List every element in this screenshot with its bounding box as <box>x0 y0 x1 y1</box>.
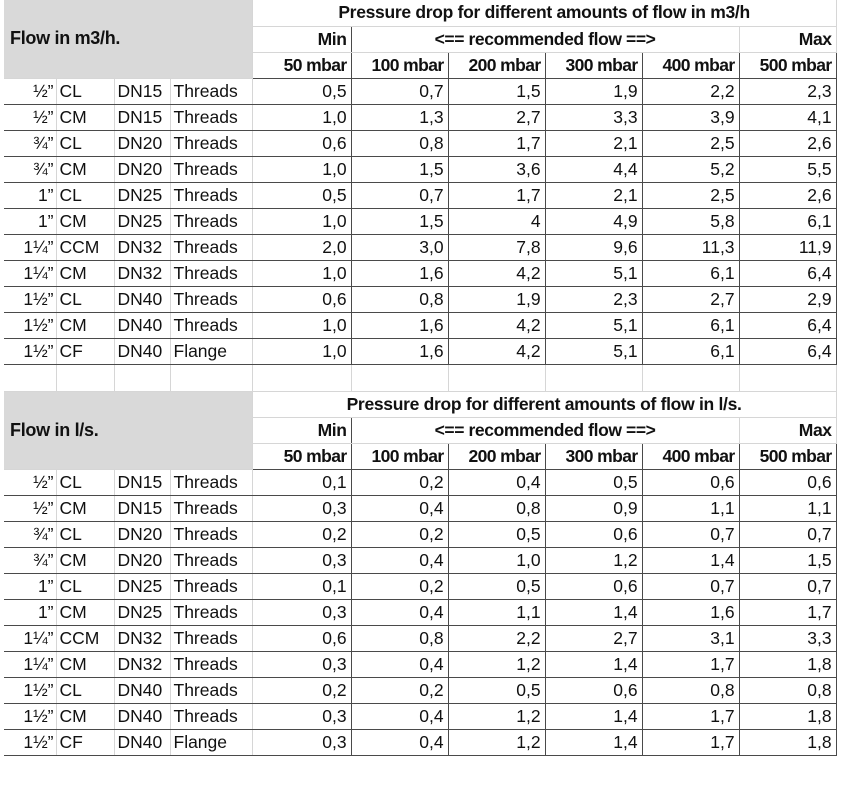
valve-type: CM <box>56 495 114 521</box>
valve-type: CM <box>56 599 114 625</box>
flow-value: 0,2 <box>252 521 351 547</box>
flow-value: 3,1 <box>642 625 739 651</box>
nominal-diameter: DN25 <box>114 573 170 599</box>
table-row <box>4 78 836 104</box>
flow-value: 1,7 <box>642 729 739 755</box>
flow-value: 0,5 <box>448 677 545 703</box>
table-title: Pressure drop for different amounts of flow in l/s. <box>252 391 836 417</box>
nominal-diameter: DN25 <box>114 599 170 625</box>
flow-value: 1,0 <box>252 260 351 286</box>
flow-value: 7,8 <box>448 234 545 260</box>
flow-value: 1,0 <box>252 156 351 182</box>
flow-value: 0,8 <box>351 286 448 312</box>
connection-type: Threads <box>170 625 252 651</box>
flow-value: 1,0 <box>252 104 351 130</box>
table-row <box>4 729 836 755</box>
flow-value: 4,4 <box>545 156 642 182</box>
flow-value: 6,4 <box>739 312 836 338</box>
flow-value: 1,4 <box>545 651 642 677</box>
flow-value: 0,6 <box>545 521 642 547</box>
column-header: 300 mbar <box>545 52 642 78</box>
connection-type: Threads <box>170 312 252 338</box>
valve-type: CL <box>56 182 114 208</box>
pipe-size: 1½” <box>4 286 56 312</box>
flow-value: 2,2 <box>448 625 545 651</box>
pipe-size: 1” <box>4 182 56 208</box>
flow-value: 0,3 <box>252 547 351 573</box>
table-row <box>4 547 836 573</box>
flow-value: 1,6 <box>642 599 739 625</box>
nominal-diameter: DN25 <box>114 182 170 208</box>
connection-type: Threads <box>170 104 252 130</box>
empty-cell <box>545 364 642 391</box>
flow-value: 1,7 <box>448 130 545 156</box>
flow-value: 0,3 <box>252 495 351 521</box>
flow-value: 1,6 <box>351 338 448 364</box>
pipe-size: ½” <box>4 469 56 495</box>
flow-value: 1,5 <box>351 156 448 182</box>
flow-value: 0,7 <box>739 521 836 547</box>
flow-value: 0,4 <box>351 495 448 521</box>
flow-value: 2,3 <box>739 78 836 104</box>
flow-value: 0,6 <box>252 625 351 651</box>
valve-type: CL <box>56 130 114 156</box>
flow-value: 0,7 <box>642 521 739 547</box>
flow-value: 0,2 <box>351 677 448 703</box>
flow-value: 1,7 <box>642 651 739 677</box>
flow-value: 3,6 <box>448 156 545 182</box>
pipe-size: 1½” <box>4 729 56 755</box>
valve-type: CF <box>56 729 114 755</box>
valve-type: CL <box>56 78 114 104</box>
nominal-diameter: DN20 <box>114 521 170 547</box>
table-row <box>4 573 836 599</box>
flow-value: 6,4 <box>739 338 836 364</box>
table-row <box>4 495 836 521</box>
flow-value: 0,2 <box>351 521 448 547</box>
valve-type: CM <box>56 651 114 677</box>
flow-value: 5,5 <box>739 156 836 182</box>
valve-type: CCM <box>56 625 114 651</box>
flow-value: 2,5 <box>642 182 739 208</box>
connection-type: Threads <box>170 469 252 495</box>
flow-value: 0,3 <box>252 703 351 729</box>
flow-value: 2,1 <box>545 130 642 156</box>
flow-value: 1,2 <box>545 547 642 573</box>
flow-value: 1,9 <box>448 286 545 312</box>
flow-value: 2,0 <box>252 234 351 260</box>
flow-value: 5,1 <box>545 312 642 338</box>
table-row <box>4 156 836 182</box>
nominal-diameter: DN40 <box>114 312 170 338</box>
flow-value: 0,5 <box>252 78 351 104</box>
flow-value: 0,5 <box>448 573 545 599</box>
flow-value: 0,8 <box>642 677 739 703</box>
column-header: 500 mbar <box>739 443 836 469</box>
valve-type: CM <box>56 208 114 234</box>
connection-type: Threads <box>170 521 252 547</box>
column-header: 400 mbar <box>642 443 739 469</box>
flow-value: 5,8 <box>642 208 739 234</box>
flow-value: 0,8 <box>351 130 448 156</box>
flow-value: 1,2 <box>448 703 545 729</box>
table-row <box>4 521 836 547</box>
connection-type: Threads <box>170 182 252 208</box>
nominal-diameter: DN40 <box>114 677 170 703</box>
table-row <box>4 338 836 364</box>
flow-value: 6,1 <box>642 260 739 286</box>
flow-value: 0,6 <box>252 286 351 312</box>
table-row <box>4 625 836 651</box>
nominal-diameter: DN15 <box>114 104 170 130</box>
flow-value: 1,4 <box>642 547 739 573</box>
table-row <box>4 312 836 338</box>
flow-value: 1,5 <box>351 208 448 234</box>
column-header: 50 mbar <box>252 443 351 469</box>
flow-value: 1,1 <box>642 495 739 521</box>
nominal-diameter: DN15 <box>114 78 170 104</box>
flow-value: 3,3 <box>545 104 642 130</box>
flow-value: 0,6 <box>252 130 351 156</box>
flow-value: 1,7 <box>642 703 739 729</box>
flow-value: 0,4 <box>351 729 448 755</box>
pipe-size: 1¼” <box>4 625 56 651</box>
pipe-size: ½” <box>4 78 56 104</box>
flow-value: 6,1 <box>739 208 836 234</box>
flow-value: 2,7 <box>448 104 545 130</box>
flow-value: 1,5 <box>739 547 836 573</box>
flow-value: 0,3 <box>252 599 351 625</box>
flow-value: 0,2 <box>351 469 448 495</box>
flow-unit-label: Flow in m3/h. <box>4 0 252 78</box>
valve-type: CM <box>56 156 114 182</box>
nominal-diameter: DN25 <box>114 208 170 234</box>
column-header: 400 mbar <box>642 52 739 78</box>
valve-type: CL <box>56 286 114 312</box>
flow-value: 5,2 <box>642 156 739 182</box>
pipe-size: ¾” <box>4 547 56 573</box>
flow-value: 0,6 <box>545 573 642 599</box>
table-row <box>4 260 836 286</box>
pipe-size: 1½” <box>4 312 56 338</box>
flow-value: 9,6 <box>545 234 642 260</box>
pressure-drop-grid <box>4 0 837 756</box>
table-row <box>4 182 836 208</box>
flow-value: 1,8 <box>739 703 836 729</box>
flow-value: 0,4 <box>351 547 448 573</box>
empty-cell <box>351 364 448 391</box>
valve-type: CM <box>56 703 114 729</box>
valve-type: CM <box>56 104 114 130</box>
flow-value: 0,4 <box>448 469 545 495</box>
table-row <box>4 104 836 130</box>
table-row <box>4 234 836 260</box>
flow-value: 1,2 <box>448 651 545 677</box>
pipe-size: ½” <box>4 495 56 521</box>
flow-value: 0,6 <box>642 469 739 495</box>
empty-cell <box>642 364 739 391</box>
flow-value: 0,8 <box>739 677 836 703</box>
pipe-size: 1½” <box>4 338 56 364</box>
nominal-diameter: DN32 <box>114 651 170 677</box>
table-row <box>4 677 836 703</box>
connection-type: Threads <box>170 547 252 573</box>
title-row <box>4 0 836 26</box>
flow-value: 2,1 <box>545 182 642 208</box>
flow-value: 0,1 <box>252 573 351 599</box>
flow-value: 0,7 <box>351 182 448 208</box>
flow-value: 3,9 <box>642 104 739 130</box>
flow-value: 0,7 <box>642 573 739 599</box>
column-header: 100 mbar <box>351 52 448 78</box>
flow-value: 1,4 <box>545 729 642 755</box>
flow-value: 2,5 <box>642 130 739 156</box>
valve-type: CL <box>56 521 114 547</box>
pipe-size: 1½” <box>4 677 56 703</box>
connection-type: Threads <box>170 651 252 677</box>
pipe-size: ¾” <box>4 130 56 156</box>
connection-type: Threads <box>170 573 252 599</box>
pipe-size: 1” <box>4 573 56 599</box>
valve-type: CL <box>56 573 114 599</box>
connection-type: Threads <box>170 78 252 104</box>
nominal-diameter: DN40 <box>114 338 170 364</box>
flow-value: 0,9 <box>545 495 642 521</box>
flow-value: 1,6 <box>351 312 448 338</box>
flow-value: 5,1 <box>545 338 642 364</box>
empty-cell <box>739 364 836 391</box>
flow-value: 1,0 <box>252 338 351 364</box>
flow-value: 0,5 <box>545 469 642 495</box>
flow-value: 1,9 <box>545 78 642 104</box>
pipe-size: 1” <box>4 599 56 625</box>
table-row <box>4 130 836 156</box>
flow-value: 2,2 <box>642 78 739 104</box>
column-header: 200 mbar <box>448 443 545 469</box>
nominal-diameter: DN20 <box>114 547 170 573</box>
flow-value: 11,3 <box>642 234 739 260</box>
connection-type: Threads <box>170 286 252 312</box>
flow-value: 1,8 <box>739 729 836 755</box>
connection-type: Flange <box>170 729 252 755</box>
flow-value: 5,1 <box>545 260 642 286</box>
flow-value: 0,5 <box>252 182 351 208</box>
flow-value: 0,4 <box>351 599 448 625</box>
max-label: Max <box>739 26 836 52</box>
nominal-diameter: DN20 <box>114 130 170 156</box>
title-row <box>4 391 836 417</box>
table-row <box>4 208 836 234</box>
flow-value: 6,1 <box>642 312 739 338</box>
flow-value: 1,7 <box>739 599 836 625</box>
pipe-size: ¾” <box>4 521 56 547</box>
flow-value: 1,4 <box>545 599 642 625</box>
flow-value: 4,2 <box>448 260 545 286</box>
flow-unit-label: Flow in l/s. <box>4 391 252 469</box>
max-label: Max <box>739 417 836 443</box>
connection-type: Threads <box>170 599 252 625</box>
flow-value: 0,5 <box>448 521 545 547</box>
flow-value: 1,5 <box>448 78 545 104</box>
nominal-diameter: DN32 <box>114 234 170 260</box>
empty-cell <box>170 364 252 391</box>
flow-value: 0,1 <box>252 469 351 495</box>
flow-value: 0,8 <box>351 625 448 651</box>
flow-value: 1,0 <box>252 208 351 234</box>
empty-cell <box>4 364 56 391</box>
nominal-diameter: DN32 <box>114 625 170 651</box>
pipe-size: ½” <box>4 104 56 130</box>
table-row <box>4 599 836 625</box>
flow-value: 2,3 <box>545 286 642 312</box>
table-row <box>4 286 836 312</box>
flow-value: 6,4 <box>739 260 836 286</box>
flow-value: 0,3 <box>252 729 351 755</box>
flow-value: 0,7 <box>739 573 836 599</box>
flow-value: 1,8 <box>739 651 836 677</box>
flow-value: 1,0 <box>252 312 351 338</box>
flow-value: 4,2 <box>448 338 545 364</box>
nominal-diameter: DN40 <box>114 703 170 729</box>
flow-value: 1,2 <box>448 729 545 755</box>
flow-value: 1,1 <box>739 495 836 521</box>
pipe-size: 1½” <box>4 703 56 729</box>
nominal-diameter: DN15 <box>114 469 170 495</box>
pipe-size: 1¼” <box>4 234 56 260</box>
flow-value: 11,9 <box>739 234 836 260</box>
flow-value: 0,3 <box>252 651 351 677</box>
flow-value: 1,6 <box>351 260 448 286</box>
nominal-diameter: DN32 <box>114 260 170 286</box>
connection-type: Threads <box>170 495 252 521</box>
flow-value: 0,2 <box>351 573 448 599</box>
valve-type: CM <box>56 547 114 573</box>
table-row <box>4 703 836 729</box>
flow-value: 4,9 <box>545 208 642 234</box>
flow-value: 4,2 <box>448 312 545 338</box>
flow-value: 4 <box>448 208 545 234</box>
valve-type: CL <box>56 677 114 703</box>
recommended-flow-label: <== recommended flow ==> <box>351 26 739 52</box>
connection-type: Threads <box>170 677 252 703</box>
flow-value: 0,2 <box>252 677 351 703</box>
flow-value: 0,8 <box>448 495 545 521</box>
connection-type: Threads <box>170 156 252 182</box>
nominal-diameter: DN20 <box>114 156 170 182</box>
pipe-size: 1¼” <box>4 651 56 677</box>
nominal-diameter: DN40 <box>114 729 170 755</box>
empty-cell <box>114 364 170 391</box>
flow-value: 1,1 <box>448 599 545 625</box>
flow-value: 2,6 <box>739 130 836 156</box>
flow-value: 0,4 <box>351 703 448 729</box>
flow-value: 2,7 <box>545 625 642 651</box>
valve-type: CCM <box>56 234 114 260</box>
connection-type: Threads <box>170 703 252 729</box>
flow-value: 0,6 <box>545 677 642 703</box>
table-title: Pressure drop for different amounts of flow in m3/h <box>252 0 836 26</box>
pipe-size: ¾” <box>4 156 56 182</box>
flow-value: 1,7 <box>448 182 545 208</box>
valve-type: CF <box>56 338 114 364</box>
flow-value: 3,3 <box>739 625 836 651</box>
column-header: 500 mbar <box>739 52 836 78</box>
valve-type: CM <box>56 260 114 286</box>
nominal-diameter: DN40 <box>114 286 170 312</box>
min-label: Min <box>252 417 351 443</box>
column-header: 300 mbar <box>545 443 642 469</box>
flow-value: 0,6 <box>739 469 836 495</box>
recommended-flow-label: <== recommended flow ==> <box>351 417 739 443</box>
empty-cell <box>448 364 545 391</box>
flow-value: 2,9 <box>739 286 836 312</box>
flow-value: 0,7 <box>351 78 448 104</box>
flow-value: 6,1 <box>642 338 739 364</box>
empty-cell <box>56 364 114 391</box>
flow-value: 2,7 <box>642 286 739 312</box>
flow-value: 2,6 <box>739 182 836 208</box>
min-label: Min <box>252 26 351 52</box>
flow-value: 3,0 <box>351 234 448 260</box>
flow-value: 1,4 <box>545 703 642 729</box>
valve-type: CL <box>56 469 114 495</box>
flow-value: 1,0 <box>448 547 545 573</box>
column-header: 200 mbar <box>448 52 545 78</box>
pipe-size: 1” <box>4 208 56 234</box>
valve-type: CM <box>56 312 114 338</box>
connection-type: Threads <box>170 234 252 260</box>
table-row <box>4 469 836 495</box>
spacer-row <box>4 364 836 391</box>
nominal-diameter: DN15 <box>114 495 170 521</box>
connection-type: Threads <box>170 260 252 286</box>
flow-value: 1,3 <box>351 104 448 130</box>
table-row <box>4 651 836 677</box>
connection-type: Flange <box>170 338 252 364</box>
column-header: 50 mbar <box>252 52 351 78</box>
empty-cell <box>252 364 351 391</box>
flow-value: 4,1 <box>739 104 836 130</box>
connection-type: Threads <box>170 130 252 156</box>
connection-type: Threads <box>170 208 252 234</box>
column-header: 100 mbar <box>351 443 448 469</box>
pipe-size: 1¼” <box>4 260 56 286</box>
flow-value: 0,4 <box>351 651 448 677</box>
